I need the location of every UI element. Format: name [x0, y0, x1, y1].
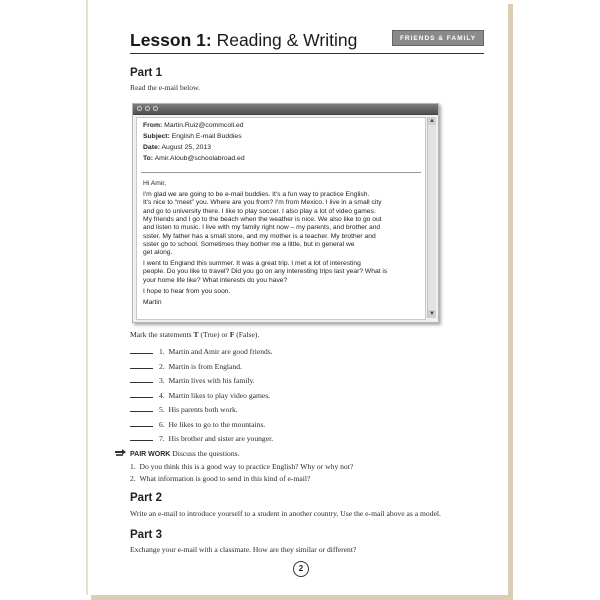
answer-blank[interactable] — [130, 440, 153, 441]
pair-work-label: PAIR WORK — [130, 451, 171, 458]
tf-false-letter: F — [229, 330, 235, 339]
page-title — [130, 30, 357, 51]
email-signature: Martin — [143, 299, 162, 306]
tf-instruction-text: Mark the statements — [130, 330, 194, 339]
email-header-divider — [141, 172, 421, 173]
email-line: sister. My father has a small store, and my mother is a teacher. My brother and — [143, 232, 376, 240]
scroll-up-arrow-icon[interactable]: ▲ — [429, 118, 435, 124]
answer-blank[interactable] — [130, 353, 153, 354]
email-line: and go to university there. I like to play soccer. I also play a lot of video games. — [143, 207, 376, 215]
statement-text: 7. His brother and sister are younger. — [159, 434, 274, 443]
tf-instruction — [130, 330, 259, 339]
to-label: To: — [143, 155, 154, 162]
tf-true-text: (True) or — [198, 330, 230, 339]
part1-heading: Part 1 — [130, 67, 162, 79]
email-line: I went to England this summer. It was a great trip. I met a lot of interesting — [143, 260, 361, 267]
discussion-question: 1. Do you think this is a good way to practice English? Why or why not? — [130, 462, 354, 471]
part3-instruction: Exchange your e-mail with a classmate. How are they similar or different? — [130, 545, 357, 554]
answer-blank[interactable] — [130, 411, 153, 412]
part2-heading: Part 2 — [130, 492, 162, 504]
window-dot-icon[interactable] — [145, 106, 150, 111]
statement-text: 1. Martin and Amir are good friends. — [159, 347, 273, 356]
statement-text: 4. Martin likes to play video games. — [159, 390, 271, 400]
statement-text: 5. His parents both work. — [159, 405, 238, 414]
email-line: sister go to school. Sometimes they bother me a little, but in general we — [143, 240, 355, 248]
from-label: From: — [143, 122, 163, 129]
discussion-question: 2. What information is good to send in this kind of e-mail? — [130, 474, 311, 483]
email-line: I hope to hear from you soon. — [143, 288, 231, 295]
part1-instruction: Read the e-mail below. — [130, 83, 200, 92]
window-dot-icon[interactable] — [153, 106, 158, 111]
email-from — [143, 122, 244, 129]
email-window — [132, 103, 439, 323]
scroll-down-arrow-icon[interactable]: ▼ — [429, 311, 435, 317]
tf-statement — [130, 391, 270, 400]
tf-statement — [130, 420, 265, 429]
lesson-number: Lesson 1: — [130, 30, 212, 50]
statement-text: 2. Martin is from England. — [159, 361, 242, 371]
email-line: I'm glad we are going to be e-mail buddies. It's a fun way to practice English. — [143, 191, 370, 198]
email-titlebar — [133, 104, 438, 115]
pair-work-text: Discuss the questions. — [172, 449, 240, 458]
tf-statement — [130, 434, 273, 443]
pair-work-instruction — [130, 449, 240, 458]
window-dot-icon[interactable] — [137, 106, 142, 111]
email-subject — [143, 133, 242, 140]
email-date — [143, 144, 211, 151]
email-line: and listen to music. I live with my family right now – my parents, and brother and — [143, 224, 381, 232]
statement-text: 3. Martin lives with his family. — [159, 376, 255, 385]
tf-statement — [130, 362, 242, 371]
email-line: My friends and I go to the beach when the weather is nice. We also like to go out — [143, 215, 382, 223]
tf-true-letter: T — [193, 330, 199, 339]
email-to — [143, 155, 245, 162]
page-number: 2 — [293, 561, 309, 577]
workbook-page — [86, 0, 508, 595]
answer-blank[interactable] — [130, 397, 153, 398]
lesson-title: Reading & Writing — [216, 30, 358, 50]
pair-work-icon — [115, 449, 127, 457]
part2-instruction: Write an e-mail to introduce yourself to a student in another country. Use the e-mail above as a model. — [130, 509, 441, 518]
subject-label: Subject: — [143, 133, 170, 140]
email-line: people. Do you like to travel? Did you go on any interesting trips last year? What is — [143, 268, 388, 276]
email-scrollbar[interactable] — [427, 117, 436, 318]
email-line: your home life like? What interests do you have? — [143, 276, 288, 284]
email-line: Hi Amir, — [143, 180, 167, 187]
answer-blank[interactable] — [130, 368, 153, 369]
tf-statement — [130, 405, 238, 414]
statement-text: 6. He likes to go to the mountains. — [159, 419, 266, 429]
date-label: Date: — [143, 144, 160, 151]
from-value: Martin.Ruiz@commcoll.ed — [164, 122, 244, 129]
subject-value: English E-mail Buddies — [171, 133, 242, 140]
title-divider — [130, 53, 484, 54]
answer-blank[interactable] — [130, 382, 153, 383]
part3-heading: Part 3 — [130, 529, 162, 541]
date-value: August 25, 2013 — [161, 144, 212, 151]
email-line: get along. — [143, 249, 173, 257]
tf-statement — [130, 376, 255, 385]
email-content — [136, 117, 426, 320]
to-value: Amir.Aloub@schoolabroad.ed — [154, 155, 245, 162]
unit-badge: FRIENDS & FAMILY — [392, 30, 484, 46]
email-line: It's nice to “meet” you. Where are you from? I'm from Mexico. I live in a small city — [143, 199, 382, 207]
tf-statement — [130, 347, 273, 356]
tf-false-text: (False). — [234, 330, 260, 339]
answer-blank[interactable] — [130, 426, 153, 427]
